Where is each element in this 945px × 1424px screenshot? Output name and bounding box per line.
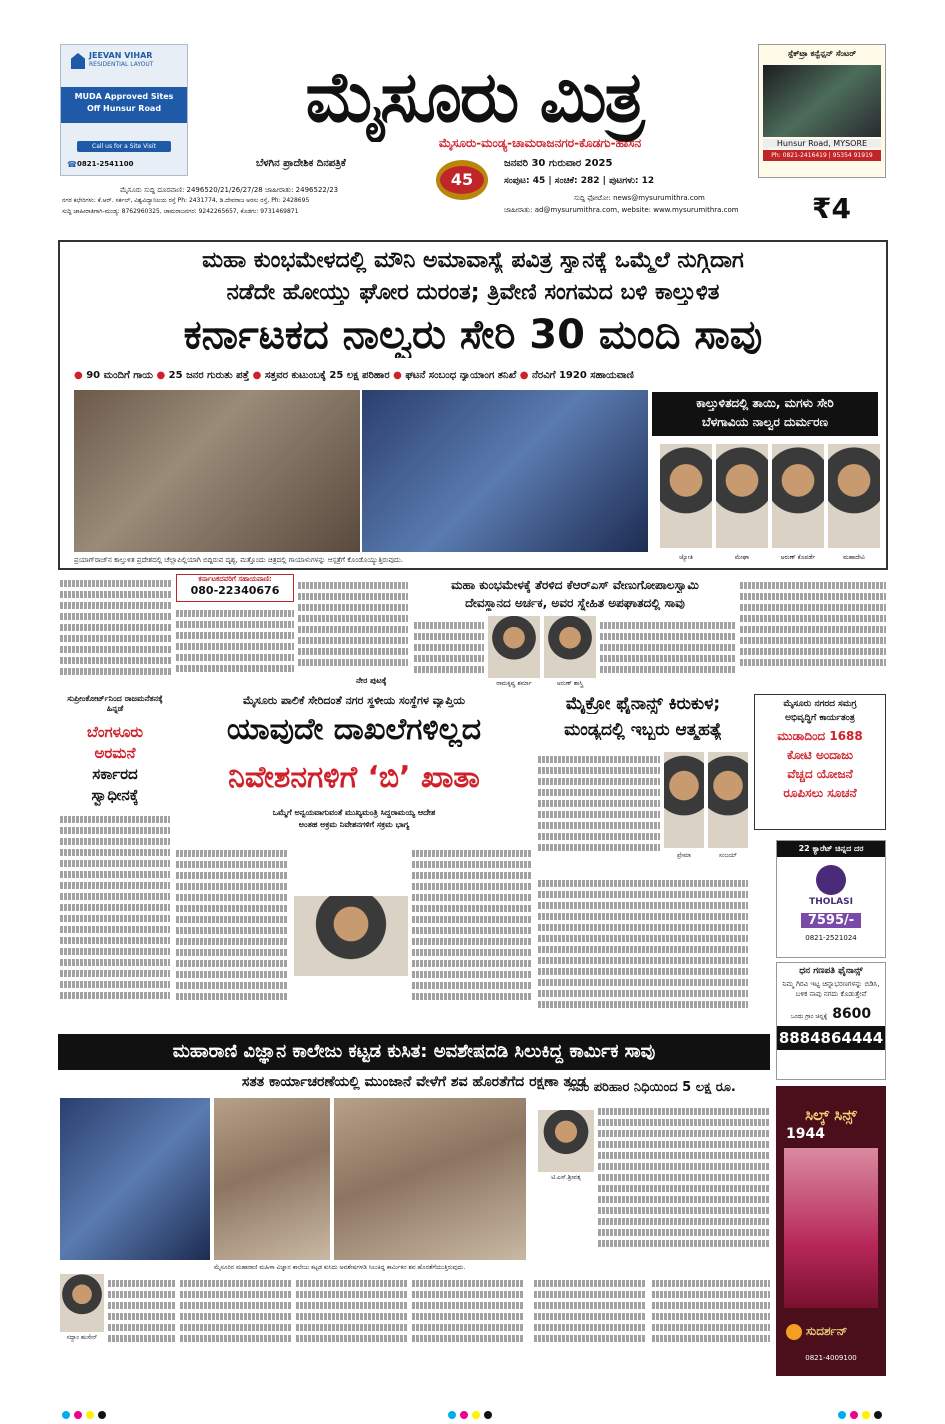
palace-head-line: ಸ್ವಾಧೀನಕ್ಕೆ [91,786,139,804]
bkhata-sub-1: ಒಮ್ಮೆಗೆ ಅನ್ವಯವಾಗುವಂತೆ ಮುಖ್ಯಮಂತ್ರಿ ಸಿದ್ದರಾಮಯ್ಯ ಆದೇಶ [272,808,436,817]
muda-box [754,694,886,830]
lead-bullets: ● 90 ಮಂದಿಗೆ ಗಾಯ ● 25 ಜನರ ಗುರುತು ಪತ್ತೆ ● ಸತ್ತವರ ಕುಟುಂಬಕ್ಕೆ 25 ಲಕ್ಷ ಪರಿಹಾರ ● ಘಟನೆ ಸಂಬಂಧ ನ್ಯಾಯಾಂಗ ತನಿಖೆ ● ನೆರವಿಗೆ 1920 ಸಹಾಯವಾಣಿ [74,370,634,381]
price: ₹4 [812,192,851,225]
palace-head-line: ಸರ್ಕಾರದ [92,765,138,783]
college-column [412,1276,524,1376]
worker-victim-photo [60,1274,104,1332]
gold-price: 7595/- [801,913,861,928]
palace-head-line: ಅರಮನೆ [94,744,136,762]
print-registration-marks [836,1404,884,1423]
college-subhead: ಸತತ ಕಾರ್ಯಾಚರಣೆಯಲ್ಲಿ ಮುಂಜಾನೆ ವೇಳೆಗೆ ಶವ ಹೊರತೆಗೆದ ರಕ್ಷಣಾ ತಂಡ [241,1074,587,1090]
microfinance-headline-2: ಮಂಡ್ಯದಲ್ಲಿ ಇಬ್ಬರು ಆತ್ಮಹತ್ಯೆ [564,720,722,740]
palace-headline [60,722,170,806]
palace-kicker: ಸುಪ್ರೀಂಕೋರ್ಟ್‌ನಿಂದ ರಾಜಮನೆತನಕ್ಕೆ ಹಿನ್ನಡೆ [67,694,163,713]
building-collapse-photo-2 [334,1098,526,1260]
anniversary-number: 45 [440,166,484,194]
bkhata-kicker: ಮೈಸೂರು ಪಾಲಿಕೆ ಸೇರಿದಂತೆ ನಗರ ಸ್ಥಳೀಯ ಸಂಸ್ಥೆಗಳ ವ್ಯಾಪ್ತಿಯ [242,694,466,707]
bkhata-column [176,846,288,1026]
lead-kicker-2: ನಡೆದೇ ಹೋಯ್ತು ಘೋರ ದುರಂತ; ತ್ರಿವೇಣಿ ಸಂಗಮದ ಬಳಿ ಕಾಲ್ತುಳಿತ [226,280,720,305]
helpline-number: 080-22340676 [190,584,280,597]
building-collapse-photo-1 [214,1098,330,1260]
jeevan-vihar-ad[interactable] [60,44,188,176]
jeevan-vihar-sub: RESIDENTIAL LAYOUT [89,61,154,68]
krs-story-column [414,618,484,686]
lead-headline: ಕರ್ನಾಟಕದ ನಾಲ್ವರು ಸೇರಿ 30 ಮಂದಿ ಸಾವು [183,312,763,358]
prema-caption: ಪ್ರೇಮಾ [677,852,691,859]
contact-line-3: ಸುದ್ದಿ ಜಾಹೀರಾತಿಗಾಗಿ-ಮಂಡ್ಯ: 8762960325, ಚಾಮರಾಜನಗರ: 9242265657, ಕೊಡಗು: 9731469871 [62,208,299,215]
microfinance-column [538,876,748,1026]
tholasi-phone: 0821-2521024 [805,934,857,942]
victim-caption: ಜ್ಯೋತಿ [679,554,693,561]
lead-bullet: 90 ಮಂದಿಗೆ ಗಾಯ [86,370,153,381]
sanjay-caption: ಸಂಜಯ್ [718,852,738,859]
lead-bullet: 25 ಜನರ ಗುರುತು ಪತ್ತೆ [168,370,250,381]
phone-icon: ☎ [67,160,77,169]
sudarshan-silk-ad[interactable] [776,1086,886,1376]
victim-caption: ಅರುಣ್ ಕೊಪರ್ಡೆ [780,554,816,561]
gold-rate-title: 22 ಕ್ಯಾರೆಟ್ ಚಿನ್ನದ ದರ [777,841,885,857]
masthead-title: ಮೈಸೂರು ಮಿತ್ರ [305,55,643,138]
jeevan-vihar-headline-2: Off Hunsur Road [86,104,162,113]
finance-title: ಧನ ಗಣಪತಿ ಫೈನಾನ್ಸ್ [799,966,863,976]
victim-photo [660,444,712,548]
priest-caption: ರಾಮಕೃಷ್ಣ ಶರ್ಮಾ [496,680,532,687]
jeevan-vihar-phone: 0821-2541100 [77,160,134,168]
print-registration-marks [446,1404,494,1423]
helpline-box [176,574,294,602]
college-column [652,1276,770,1376]
lead-bullet: ನೆರವಿಗೆ 1920 ಸಹಾಯವಾಣಿ [531,370,634,381]
sanjay-photo [708,752,748,848]
muda-line: ಮೈಸೂರು ನಗರದ ಸಮಗ್ರ [783,699,857,709]
bkhata-headline-2: ನಿವೇಶನಗಳಿಗೆ ‘ಬಿ’ ಖಾತಾ [228,760,480,795]
college-column [108,1276,176,1376]
print-registration-marks [60,1404,108,1423]
lead-kicker-1: ಮಹಾ ಕುಂಭಮೇಳದಲ್ಲಿ ಮೌನಿ ಅಮಾವಾಸ್ಯೆ ಪವಿತ್ರ ಸ್ನಾನಕ್ಕೆ ಒಮ್ಮೆಲೆ ನುಗ್ಗಿದಾಗ [202,248,744,273]
friend-caption: ಅರುಣ್ ಶಾಸ್ತ್ರಿ [556,680,584,687]
issue-number: ಸಂಚಿಕೆ: 282 [554,176,600,186]
lead-column [60,576,172,686]
victim-photo [772,444,824,548]
lead-byline[interactable]: ನೇರ ಪುಟಕ್ಕೆ [356,676,387,685]
victim-photo [716,444,768,548]
jeevan-vihar-logo-icon [71,53,85,69]
stampede-photo-2 [362,390,648,552]
spectra-location: Hunsur Road, MYSORE [763,139,881,148]
belagavi-column [740,578,886,686]
college-column [296,1276,408,1376]
lead-bullet: ಘಟನೆ ಸಂಬಂಧ ನ್ಯಾಯಾಂಗ ತನಿಖೆ [405,370,517,381]
tholasi-logo-icon [816,865,846,895]
helpline-label: ಕರ್ನಾಟಕದವರಿಗೆ ಸಹಾಯವಾಣಿ: [198,575,272,583]
cm-relief-headline: ಸಿಎಂ ಪರಿಹಾರ ನಿಧಿಯಿಂದ 5 ಲಕ್ಷ ರೂ. [568,1080,736,1095]
belagavi-box-title [652,392,878,436]
muda-line: ಮುಡಾದಿಂದ 1688 [777,729,863,743]
palace-head-line: ಬೆಂಗಳೂರು [86,723,144,741]
microfinance-headline-1: ಮೈಕ್ರೋ ಫೈನಾನ್ಸ್ ಕಿರುಕುಳ; [565,694,721,714]
jeevan-vihar-headline-1: MUDA Approved Sites [74,92,174,101]
contact-line-2: ನಗರ ಕಛೇರಿಗಳು: ಕೆ.ಆರ್. ಸರ್ಕಲ್, ವಿಶ್ವವಿದ್ಯಾನಿಲಯ ರಸ್ತೆ Ph: 2431774, ಡಿ.ದೇವರಾಜ ಅರಸು ರಸ್ತೆ, Ph: 2428695 [62,197,310,204]
cm-relief-column [598,1104,770,1274]
bkhata-headline-1: ಯಾವುದೇ ದಾಖಲೆಗಳಿಲ್ಲದ [226,712,482,747]
silk-title: ಸಿಲ್ಕ್ ಸಿನ್ಸ್ [805,1106,857,1124]
finance-phone: 8884864444 [777,1026,885,1050]
jeevan-vihar-brand: JEEVAN VIHAR [89,51,153,60]
lead-story [58,240,888,570]
friend-photo [544,616,596,678]
dhana-ganapathi-ad[interactable] [776,962,886,1080]
palace-column [60,812,170,1028]
issue-date: ಜನವರಿ 30 ಗುರುವಾರ 2025 [504,158,613,169]
belagavi-title-1: ಕಾಲ್ತುಳಿತದಲ್ಲಿ ತಾಯಿ, ಮಗಳು ಸೇರಿ [696,396,834,410]
silk-saree-model-photo [784,1148,878,1308]
silk-brand: ಸುದರ್ಶನ್ [806,1324,848,1338]
cm-photo [294,896,408,976]
muda-line: ವೆಚ್ಚದ ಯೋಜನೆ [787,767,853,781]
finance-body: ನಿಮ್ಮ ಗಿರವಿ ಇಟ್ಟ ಚಿನ್ನಾಭರಣಗಳನ್ನು ಬಿಡಿಸಿ, ಬಳಿಕ ನಾವು ನಗದು ಕೊಡುತ್ತೇವೆ [782,980,880,998]
rescue-photo [60,1098,210,1260]
spectra-title: ಸ್ಪೆಕ್‌ಟ್ರಾ ಕನ್ವೆನ್ಷನ್ ಸೆಂಟರ್ [787,49,857,58]
spectra-ad[interactable] [758,44,886,178]
lead-column [298,578,408,674]
spectra-phone: Ph: 0821-2416419 | 95354 91919 [763,150,881,161]
ads-line: ಜಾಹೀರಾತು: ad@mysurumithra.com, website: www.mysurumithra.com [504,206,739,214]
sudarshan-logo-icon [786,1324,802,1340]
bkhata-sub-2: ಅಂತಹ ಅಕ್ರಮ ನಿವೇಶನಗಳಿಗೆ ಸಕ್ರಮ ಭಾಗ್ಯ [298,820,410,829]
krs-story-headline-1: ಮಹಾ ಕುಂಭಮೇಳಕ್ಕೆ ತೆರಳಿದ ಕೆಆರ್‌ಎಸ್ ವೇಣುಗೋಪಾಲಸ್ವಾಮಿ [451,578,699,592]
lead-bullet: ಸತ್ತವರ ಕುಟುಂಬಕ್ಕೆ 25 ಲಕ್ಷ ಪರಿಹಾರ [264,370,390,381]
college-column [180,1276,292,1376]
silk-year: 1944 [786,1126,825,1142]
page-count: ಪುಟಗಳು: 12 [609,176,655,186]
victim-caption: ಮಹಾದೇವಿ [843,554,865,561]
tholasi-gold-ad[interactable] [776,840,886,958]
muda-line: ಕೋಟಿ ಅಂದಾಜು [786,748,854,762]
convention-center-photo [763,65,881,137]
masthead-subtitle: ಮೈಸೂರು-ಮಂಡ್ಯ-ಚಾಮರಾಜನಗರ-ಕೊಡಗು-ಹಾಸನ [438,136,642,150]
silk-phone: 0821-4009100 [805,1354,857,1362]
anniversary-badge [428,154,496,208]
microfinance-column [538,752,660,872]
masthead-tagline: ಬೆಳಗಿನ ಪ್ರಾದೇಶಿಕ ದಿನಪತ್ರಿಕೆ [256,158,346,169]
prema-photo [664,752,704,848]
stampede-photo-1 [74,390,360,552]
muda-line: ಅಭಿವೃದ್ಧಿಗೆ ಕಾರ್ಯತಂತ್ರ [785,713,855,723]
volume-number: ಸಂಪುಟ: 45 [504,176,546,186]
lead-photo-caption: ಪ್ರಯಾಗ್‌ರಾಜ್‌ನ ಕಾಲ್ತುಳಿತ ಪ್ರದೇಶದಲ್ಲಿ ಚೆಲ್ಲಾಪಿಲ್ಲಿಯಾಗಿ ಬಿದ್ದಿರುವ ದೃಶ್ಯ, ಮತ್ತೊಂದು ಚಿತ್ರದಲ್ಲಿ ಗಾಯಾಳುಗಳನ್ನು ಆಸ್ಪತ್ರೆಗೆ ಕೊಂಡೊಯ್ಯುತ್ತಿರುವುದು. [74,556,404,564]
krs-story-headline-2: ದೇವಸ್ಥಾನದ ಅರ್ಚಕ, ಅವರ ಸ್ನೇಹಿತ ಅಪಘಾತದಲ್ಲಿ ಸಾವು [465,596,685,610]
mla-caption: ಟಿ.ಎಸ್.ಶ್ರೀವತ್ಸ [551,1174,581,1181]
college-column [534,1276,646,1376]
finance-rate: 8600 [832,1006,872,1022]
finance-rate-label: ಒಂದು ಗ್ರಾಂ ಚಿನ್ನಕ್ಕೆ [790,1013,828,1020]
college-headline: ಮಹಾರಾಣಿ ವಿಜ್ಞಾನ ಕಾಲೇಜು ಕಟ್ಟಡ ಕುಸಿತ: ಅವಶೇಷದಡಿ ಸಿಲುಕಿದ್ದ ಕಾರ್ಮಿಕ ಸಾವು [58,1034,770,1070]
worker-victim-caption: ಸದ್ದಾಂ ಹುಸೇನ್ [66,1334,98,1341]
jeevan-vihar-cta[interactable]: Call us for a Site Visit [77,141,171,152]
email-line: ಸುದ್ದಿ ಫೋಟೋ: news@mysurumithra.com [574,194,705,202]
college-photo-caption: ಮೈಸೂರಿನ ಮಹಾರಾಣಿ ಮಹಿಳಾ ವಿಜ್ಞಾನ ಕಾಲೇಜು ಕಟ್ಟಡ ಕುಸಿದು ಅವಶೇಷಗಳಡಿ ಸಿಲುಕಿದ್ದ ಕಾರ್ಮಿಕನ ಶವ ಹೊರತೆಗೆಯುತ್ತಿರುವುದು. [214,1264,466,1271]
priest-photo [488,616,540,678]
contact-line-1: ಮೈಸೂರು ಸುದ್ದಿ ದೂರವಾಣಿ: 2496520/21/26/27/28 ಜಾಹೀರಾತು: 2496522/23 [120,186,339,194]
belagavi-title-2: ಬೆಳಗಾವಿಯ ನಾಲ್ವರ ದುರ್ಮರಣ [701,415,829,429]
tholasi-brand: THOLASI [809,897,853,907]
mla-photo [538,1110,594,1172]
muda-line: ರೂಪಿಸಲು ಸೂಚನೆ [783,786,857,800]
victim-caption: ಮೇಘಾ [734,554,750,561]
victim-photo [828,444,880,548]
krs-story-column [600,618,736,686]
bkhata-column [412,846,532,1026]
lead-column [176,606,294,686]
